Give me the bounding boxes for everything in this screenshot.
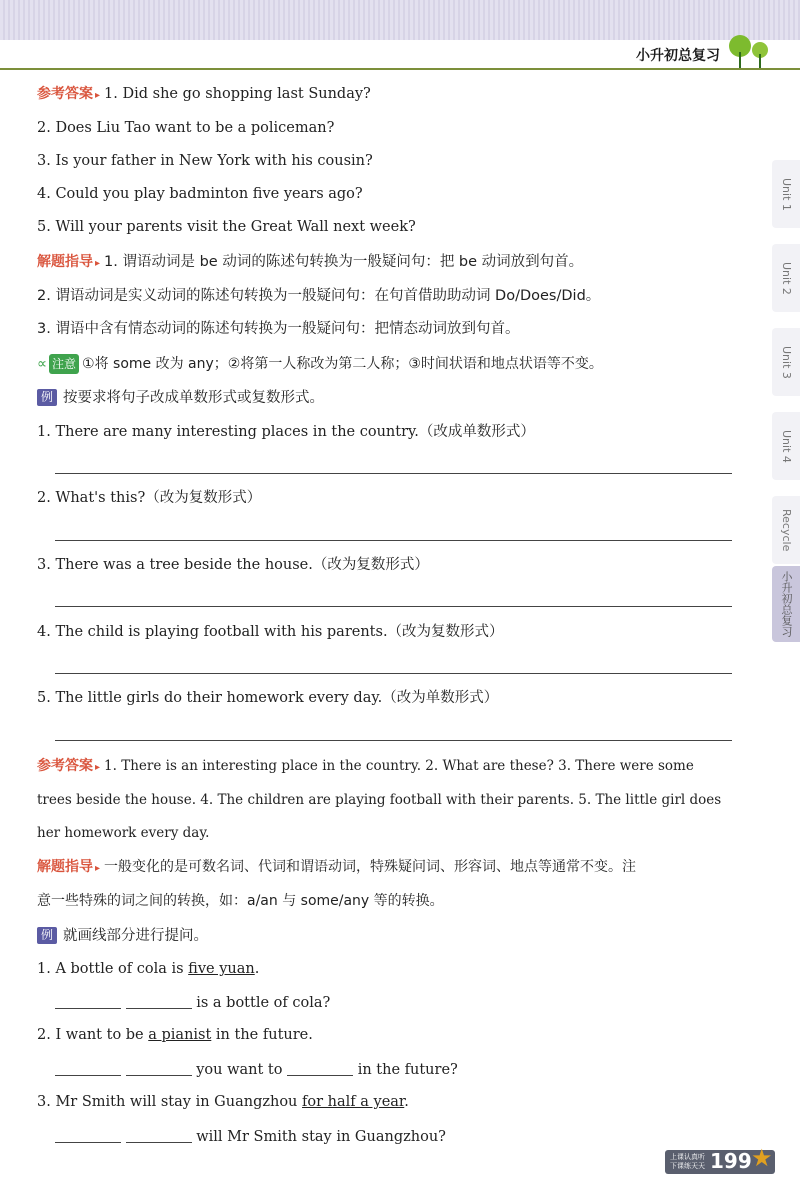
blank[interactable] [55,992,121,1009]
note-text: ①将 some 改为 any；②将第一人称改为第二人称；③时间状语和地点状语等不变。 [82,356,603,372]
fill-text: is a bottle of cola? [196,995,331,1011]
guide-item: 1. 谓语动词是 be 动词的陈述句转换为一般疑问句：把 be 动词放到句首。 [104,254,584,270]
guide-text: 意一些特殊的词之间的转换，如：a/an 与 some/any 等的转换。 [37,893,444,909]
blank[interactable] [126,992,192,1009]
underlined-phrase: for half a year [302,1094,405,1110]
question-item [37,1092,409,1112]
example-badge: 例 [37,389,57,406]
example-row [37,926,208,946]
fill-row [55,1126,446,1147]
example-badge: 例 [37,927,57,944]
guide-label: 解题指导 [37,254,93,270]
blank[interactable] [55,1059,121,1076]
answer-blank-line[interactable] [55,540,732,541]
example-prompt: 按要求将句子改成单数形式或复数形式。 [63,390,324,406]
arrow-icon: ▸ [95,762,101,773]
tagline-line: 上课认真听 [670,1153,705,1161]
example-row [37,388,324,408]
question-text: 3. Mr Smith will stay in Guangzhou [37,1094,303,1110]
answer-blank-line[interactable] [55,740,732,741]
star-icon: ★ [751,1144,773,1172]
question-text: . [254,961,260,977]
note-badge: 注意 [49,354,79,374]
answer-text: her homework every day. [37,825,210,841]
guide-row [37,857,636,879]
question-item [37,959,259,979]
header-title: 小升初总复习 [636,48,720,64]
tab-recycle[interactable]: Recycle [772,496,800,564]
question-item: 4. The child is playing football with his parents.（改为复数形式） [37,624,504,640]
answer-item: 4. Could you play badminton five years ago? [37,186,363,202]
fill-text: will Mr Smith stay in Guangzhou? [196,1129,446,1145]
fill-text: you want to [196,1062,283,1078]
question-item [37,1025,313,1045]
question-item: 1. There are many interesting places in the country.（改成单数形式） [37,424,535,440]
question-text: 1. A bottle of cola is [37,961,189,977]
page-number-badge [665,1144,775,1174]
top-decor-band [0,0,800,40]
blank[interactable] [287,1059,353,1076]
note-icon: ∝ [37,356,48,372]
guide-row [37,252,583,274]
header-rule [0,68,800,70]
underlined-phrase: a pianist [148,1027,212,1043]
answer-row [37,756,694,778]
answer-text: trees beside the house. 4. The children are playing football with their parents. 5. The little girl does [37,792,722,808]
blank[interactable] [126,1126,192,1143]
tab-unit-2[interactable]: Unit 2 [772,244,800,312]
answer-blank-line[interactable] [55,473,732,474]
tab-unit-1[interactable]: Unit 1 [772,160,800,228]
underlined-phrase: five yuan [188,961,255,977]
answer-item: 2. Does Liu Tao want to be a policeman? [37,120,335,136]
question-text: . [404,1094,409,1110]
fill-row [55,992,330,1013]
answer-blank-line[interactable] [55,606,732,607]
arrow-icon: ▸ [95,258,101,269]
answer-blank-line[interactable] [55,673,732,674]
answer-text: 1. There is an interesting place in the country. 2. What are these? 3. There were some [104,758,694,774]
page-number: 199 [710,1149,752,1173]
answer-item: 5. Will your parents visit the Great Wall next week? [37,219,416,235]
answer-label: 参考答案 [37,758,93,774]
tab-review[interactable]: 小升初总复习 [772,566,800,642]
arrow-icon: ▸ [95,90,101,101]
fill-text: in the future? [357,1062,458,1078]
footer-tagline [670,1153,705,1171]
note-row [37,354,603,374]
answer-item: 3. Is your father in New York with his cousin? [37,153,373,169]
tagline-line: 下课练天天 [670,1162,705,1170]
answer-item: 1. Did she go shopping last Sunday? [104,86,371,102]
fill-row [55,1059,458,1080]
blank[interactable] [55,1126,121,1143]
guide-item: 2. 谓语动词是实义动词的陈述句转换为一般疑问句：在句首借助助动词 Do/Does/Did。 [37,288,601,304]
answer-row [37,84,371,106]
question-text: 2. I want to be [37,1027,149,1043]
guide-label: 解题指导 [37,859,93,875]
tab-unit-4[interactable]: Unit 4 [772,412,800,480]
question-text: in the future. [211,1027,313,1043]
tree-icon [726,34,772,68]
blank[interactable] [126,1059,192,1076]
question-item: 3. There was a tree beside the house.（改为复数形式） [37,557,429,573]
answer-label: 参考答案 [37,86,93,102]
question-item: 2. What's this?（改为复数形式） [37,490,262,506]
example-prompt: 就画线部分进行提问。 [63,928,208,944]
tab-unit-3[interactable]: Unit 3 [772,328,800,396]
guide-item: 3. 谓语中含有情态动词的陈述句转换为一般疑问句：把情态动词放到句首。 [37,321,520,337]
guide-text: 一般变化的是可数名词、代词和谓语动词，特殊疑问词、形容词、地点等通常不变。注 [104,859,637,875]
arrow-icon: ▸ [95,863,101,874]
question-item: 5. The little girls do their homework every day.（改为单数形式） [37,690,499,706]
